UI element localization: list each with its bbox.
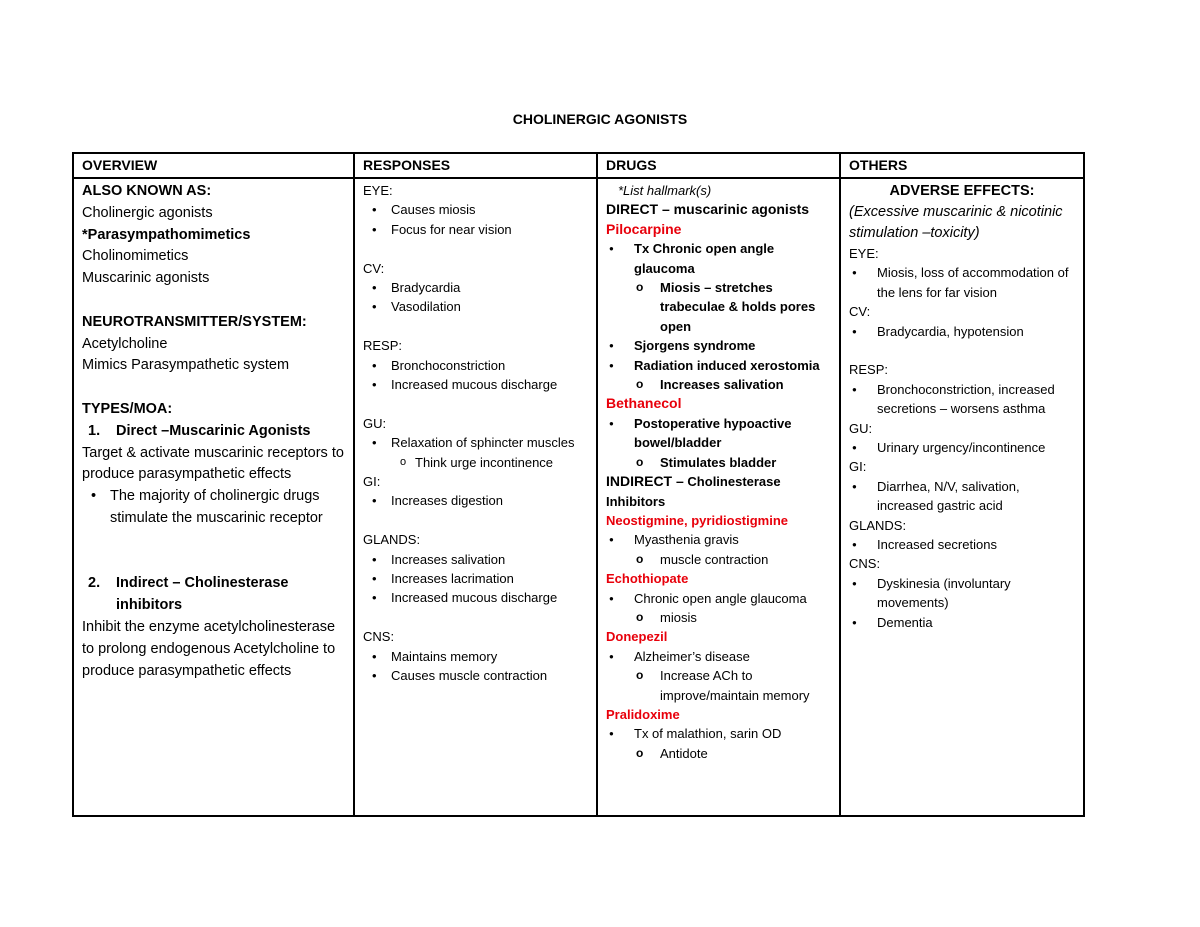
document-title: CHOLINERGIC AGONISTS bbox=[512, 111, 688, 127]
header-drugs: DRUGS bbox=[597, 153, 840, 178]
bethanecol-use-detail: o Stimulates bladder bbox=[606, 453, 831, 472]
others-cns-item: ● Dementia bbox=[849, 613, 1075, 632]
resp-resp-heading: RESP: bbox=[363, 338, 403, 354]
type1-title-text: Direct –Muscarinic Agonists bbox=[116, 422, 311, 439]
pilocarpine-use-detail: o Increases salivation bbox=[606, 375, 831, 394]
resp-cns-item: • Causes muscle contraction bbox=[363, 666, 588, 685]
type1-bullet: • The majority of cholinergic drugs stimulate the muscarinic receptor bbox=[82, 486, 345, 530]
others-cv-heading: CV: bbox=[849, 304, 871, 320]
type2-title bbox=[82, 573, 345, 617]
echothiopate-use-detail: o miosis bbox=[606, 608, 831, 627]
others-cell bbox=[840, 178, 1084, 816]
resp-glands-heading: GLANDS: bbox=[363, 532, 421, 548]
header-responses: RESPONSES bbox=[354, 153, 597, 178]
bethanecol-use: ● Postoperative hypoactive bowel/bladder bbox=[606, 414, 831, 453]
content-row bbox=[73, 178, 1084, 816]
drugs-note: *List hallmark(s) bbox=[618, 183, 712, 198]
aka-item: *Parasympathomimetics bbox=[82, 226, 251, 243]
drug-echothiopate: Echothiopate bbox=[606, 571, 689, 587]
donepezil-use-detail: o Increase ACh to improve/maintain memory bbox=[606, 666, 831, 705]
neostigmine-use-detail: o muscle contraction bbox=[606, 550, 831, 569]
resp-gi-item: • Increases digestion bbox=[363, 491, 588, 510]
nt-item: Acetylcholine bbox=[82, 335, 168, 352]
types-heading: TYPES/MOA: bbox=[82, 400, 173, 417]
resp-eye-item: • Causes miosis bbox=[363, 200, 588, 219]
others-glands-heading: GLANDS: bbox=[849, 517, 907, 533]
header-row bbox=[73, 153, 1084, 178]
others-gi-heading: GI: bbox=[849, 459, 867, 475]
overview-cell bbox=[73, 178, 354, 816]
others-cns-item: ● Dyskinesia (involuntary movements) bbox=[849, 574, 1075, 613]
indirect-heading bbox=[606, 472, 831, 511]
resp-gu-heading: GU: bbox=[363, 415, 387, 431]
adverse-effects-heading: ADVERSE EFFECTS: bbox=[889, 183, 1035, 199]
resp-resp-item: • Bronchoconstriction bbox=[363, 356, 588, 375]
drug-donepezil: Donepezil bbox=[606, 629, 668, 645]
others-eye-item: ● Miosis, loss of accommodation of the lens for far vision bbox=[849, 263, 1075, 302]
others-resp-heading: RESP: bbox=[849, 362, 889, 378]
cholinergic-table bbox=[72, 152, 1085, 817]
pilocarpine-use: ● Sjorgens syndrome bbox=[606, 336, 831, 355]
indirect-heading-main: INDIRECT – bbox=[606, 473, 684, 490]
resp-cv-item: • Vasodilation bbox=[363, 297, 588, 316]
drug-pilocarpine: Pilocarpine bbox=[606, 220, 682, 237]
pralidoxime-use-detail: o Antidote bbox=[606, 744, 831, 763]
indirect-heading-rest: Cholinesterase Inhibitors bbox=[606, 474, 781, 509]
resp-eye-heading: EYE: bbox=[363, 183, 393, 198]
resp-cns-heading: CNS: bbox=[363, 629, 395, 645]
others-gi-item: ● Diarrhea, N/V, salivation, increased gastric acid bbox=[849, 477, 1075, 516]
adverse-effects-note: (Excessive muscarinic & nicotinic stimulation –toxicity) bbox=[849, 204, 1063, 241]
pilocarpine-use-detail: o Miosis – stretches trabeculae & holds pores open bbox=[606, 278, 831, 336]
pilocarpine-use: ● Radiation induced xerostomia bbox=[606, 356, 831, 375]
donepezil-use: ● Alzheimer’s disease bbox=[606, 647, 831, 666]
resp-eye-item: • Focus for near vision bbox=[363, 220, 588, 239]
direct-heading: DIRECT – muscarinic agonists bbox=[606, 201, 810, 218]
others-gu-heading: GU: bbox=[849, 420, 873, 436]
pilocarpine-use: ● Tx Chronic open angle glaucoma bbox=[606, 239, 831, 278]
aka-item: Cholinergic agonists bbox=[82, 204, 213, 221]
nt-heading: NEUROTRANSMITTER/SYSTEM: bbox=[82, 313, 307, 330]
others-resp-item: ● Bronchoconstriction, increased secretions – worsens asthma bbox=[849, 380, 1075, 419]
others-eye-heading: EYE: bbox=[849, 246, 879, 261]
others-cns-heading: CNS: bbox=[849, 556, 881, 572]
resp-glands-item: • Increased mucous discharge bbox=[363, 588, 588, 607]
type2-text: Inhibit the enzyme acetylcholinesterase to prolong endogenous Acetylcholine to produce parasympathetic effects bbox=[82, 618, 336, 679]
type1-text: Target & activate muscarinic receptors to produce parasympathetic effects bbox=[82, 444, 344, 483]
nt-item: Mimics Parasympathetic system bbox=[82, 357, 290, 374]
drug-neostigmine: Neostigmine, pyridiostigmine bbox=[606, 512, 789, 528]
drug-pralidoxime: Pralidoxime bbox=[606, 706, 680, 722]
resp-cv-heading: CV: bbox=[363, 260, 385, 276]
type1-title bbox=[82, 421, 345, 443]
responses-cell bbox=[354, 178, 597, 816]
others-cv-item: ● Bradycardia, hypotension bbox=[849, 322, 1075, 341]
type2-title-text: Indirect – Cholinesterase inhibitors bbox=[116, 575, 289, 614]
aka-item: Muscarinic agonists bbox=[82, 270, 210, 287]
header-others: OTHERS bbox=[840, 153, 1084, 178]
resp-glands-item: • Increases salivation bbox=[363, 550, 588, 569]
resp-glands-item: • Increases lacrimation bbox=[363, 569, 588, 588]
resp-gi-heading: GI: bbox=[363, 474, 381, 490]
aka-heading: ALSO KNOWN AS: bbox=[82, 183, 212, 199]
others-gu-item: ● Urinary urgency/incontinence bbox=[849, 438, 1075, 457]
header-overview: OVERVIEW bbox=[73, 153, 354, 178]
drug-bethanecol: Bethanecol bbox=[606, 395, 682, 412]
others-glands-item: ● Increased secretions bbox=[849, 535, 1075, 554]
type2-number: 2. bbox=[88, 575, 101, 592]
neostigmine-use: ● Myasthenia gravis bbox=[606, 530, 831, 549]
echothiopate-use: ● Chronic open angle glaucoma bbox=[606, 589, 831, 608]
drugs-cell bbox=[597, 178, 840, 816]
resp-cv-item: • Bradycardia bbox=[363, 278, 588, 297]
resp-gu-subitem: o Think urge incontinence bbox=[363, 453, 588, 472]
resp-resp-item: • Increased mucous discharge bbox=[363, 375, 588, 394]
resp-cns-item: • Maintains memory bbox=[363, 647, 588, 666]
pralidoxime-use: ● Tx of malathion, sarin OD bbox=[606, 724, 831, 743]
type1-number: 1. bbox=[88, 422, 101, 439]
aka-item: Cholinomimetics bbox=[82, 248, 189, 265]
resp-gu-item: • Relaxation of sphincter muscles bbox=[363, 433, 588, 452]
